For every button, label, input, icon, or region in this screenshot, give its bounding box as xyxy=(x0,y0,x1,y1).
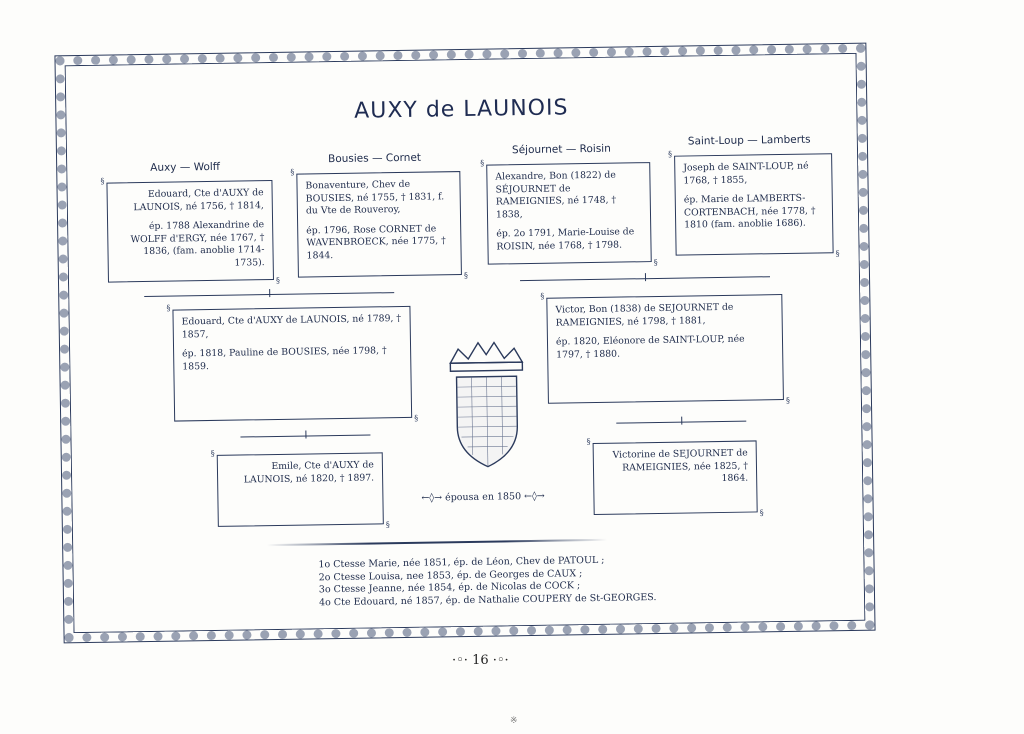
child-3: 3o Ctesse Jeanne, née 1854, ép. de Nicolas de COCK ; xyxy=(318,580,581,596)
header-auxy-wolff: Auxy — Wolff xyxy=(150,160,221,174)
page-number: ·◦· 16 ·◦· xyxy=(452,653,509,668)
brace-bottom-right xyxy=(616,421,746,432)
box-auxy-wolff: § Edouard, Cte d'AUXY de LAUNOIS, né 1756, † 1814, ép. 1788 Alexandrine de WOLFF d'ERGY, née 1767, † 1836, (fam. anoblie 1714-1735). § xyxy=(106,180,274,283)
brace-top-right xyxy=(520,276,770,289)
page-frame xyxy=(55,44,874,643)
box-sejournet-roisin: § Alexandre, Bon (1822) de SÉJOURNET de RAMEIGNIES, né 1748, † 1838, ép. 2o 1791, Marie-Louise de ROISIN, née 1768, † 1798. § xyxy=(486,162,652,265)
brace-bottom-left xyxy=(240,434,370,445)
child-2: 2o Ctesse Louisa, nee 1853, ép. de Georges de CAUX ; xyxy=(318,567,583,583)
divider-rule xyxy=(267,539,607,546)
box-edouard: § Edouard, Cte d'AUXY de LAUNOIS, né 1789, † 1857, ép. 1818, Pauline de BOUSIES, née 1798, † 1859. § xyxy=(172,306,412,422)
page-title: AUXY de LAUNOIS xyxy=(353,95,569,124)
married-note: ←◊→ épousa en 1850 ←◊→ xyxy=(421,490,545,504)
child-4: 4o Cte Edouard, né 1857, ép. de Nathalie COUPERY de St-GEORGES. xyxy=(318,591,657,608)
genealogy-chart xyxy=(65,53,866,633)
box-victor: § Victor, Bon (1838) de SEJOURNET de RAMEIGNIES, né 1798, † 1881, ép. 1820, Eléonore de SAINT-LOUP, née 1797, † 1880. § xyxy=(546,294,784,404)
coat-of-arms-icon xyxy=(440,340,534,469)
children-list xyxy=(318,554,656,609)
box-emile: § Emile, Cte d'AUXY de LAUNOIS, né 1820, † 1897. § xyxy=(217,452,384,527)
box-bousies-cornet: § Bonaventure, Chev de BOUSIES, né 1755, † 1831, f. du Vte de Rouveroy, ép. 1796, Rose CORNET de WAVENBROECK, née 1775, † 1844. § xyxy=(296,171,462,278)
box-victorine: § Victorine de SEJOURNET de RAMEIGNIES, née 1825, † 1864. § xyxy=(593,440,758,515)
footer-ornament-icon: ※ xyxy=(510,716,518,726)
brace-top-left xyxy=(144,292,394,305)
box-saintloup-lamberts: § Joseph de SAINT-LOUP, né 1768, † 1855, ép. Marie de LAMBERTS-CORTENBACH, née 1778, † 1810 (fam. anoblie 1686). § xyxy=(674,153,834,255)
header-saintloup-lamberts: Saint-Loup — Lamberts xyxy=(687,133,811,148)
child-1: 1o Ctesse Marie, née 1851, ép. de Léon, Chev de PATOUL ; xyxy=(318,554,605,571)
header-bousies-cornet: Bousies — Cornet xyxy=(328,151,422,166)
header-sejournet-roisin: Séjournet — Roisin xyxy=(511,142,611,157)
